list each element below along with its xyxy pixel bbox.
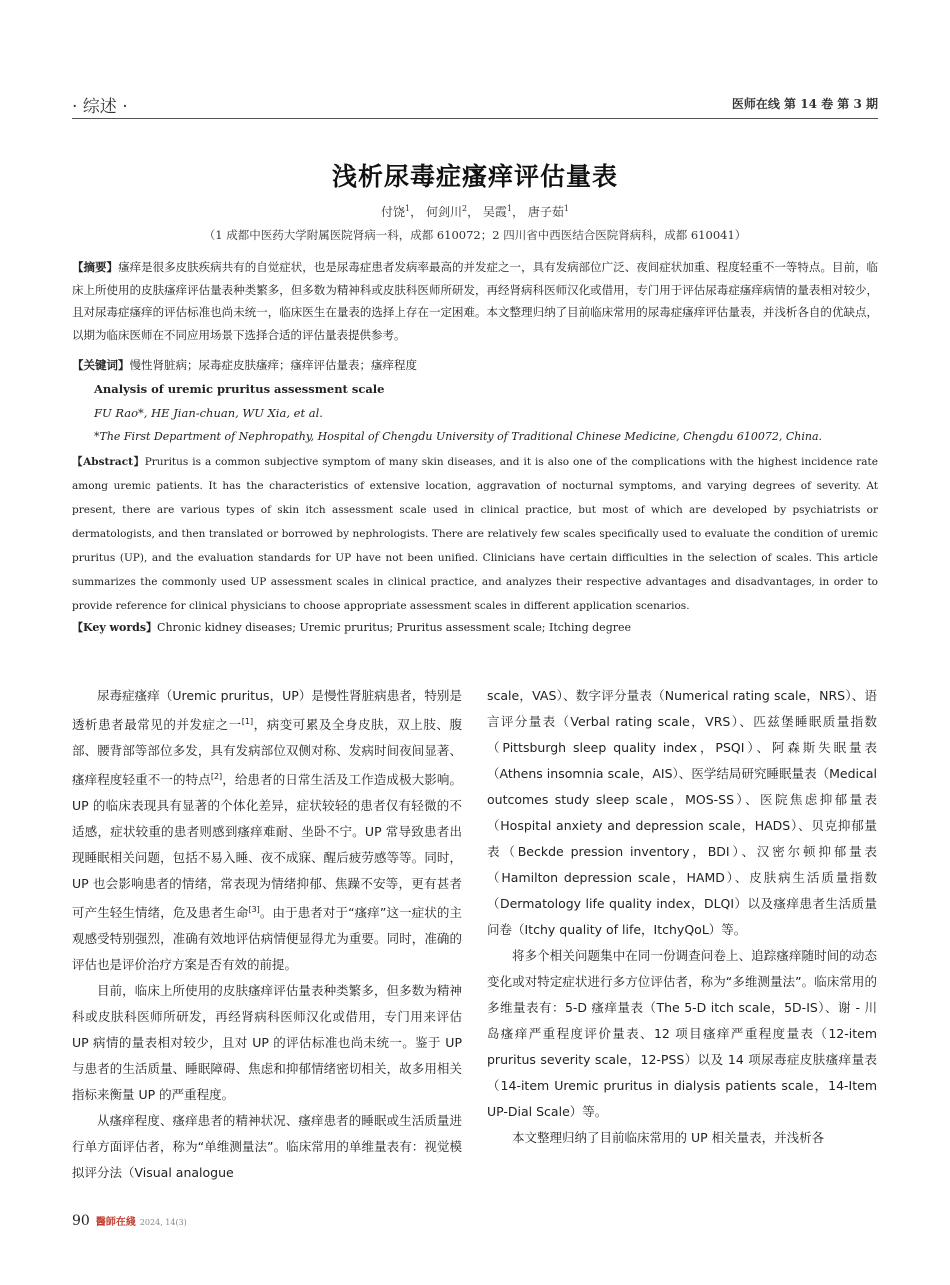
affiliation: （1 成都中医药大学附属医院肾病一科，成都 610072；2 四川省中西医结合医院肾病科，成都 610041） (203, 228, 747, 242)
english-affiliation: *The First Department of Nephropathy, Hospital of Chengdu University of Traditional Chinese Medicine, Chengdu 610072, China. (94, 430, 823, 443)
body-text: 尿毒症瘙痒（Uremic pruritus，UP）是慢性肾脏病患者，特别是透析患者最常见的并发症之一 (72, 688, 462, 733)
citation: [2] (210, 772, 223, 782)
author-affil-mark: 1 (405, 204, 411, 213)
page-number: 90 (72, 1213, 90, 1229)
body-text: ，给患者的日常生活及工作造成极大影响。UP 的临床表现具有显著的个体化差异，症状较轻的患者仅有轻微的不适感，症状较重的患者则感到瘙痒难耐、坐卧不宁。UP 常导致患者出现睡眠相关问题，包括不易入睡、夜不成寐、醒后疲劳感等等。同时，UP 也会影响患者的情绪，常表现为情绪抑郁、焦躁不安等，更有甚者可产生轻生情绪，危及患者生命 (72, 772, 462, 921)
abstract-text: 瘙痒是很多皮肤疾病共有的自觉症状，也是尿毒症患者发病率最高的并发症之一，具有发病部位广泛、夜间症状加重、程度轻重不一等特点。目前，临床上所使用的皮肤瘙痒评估量表种类繁多，但多数为精神科或皮肤科医师所研发，再经肾病科医师汉化或借用，专门用于评估尿毒症瘙痒病情的量表相对较少，且对尿毒症瘙痒的评估标准也尚未统一，临床医生在量表的选择上存在一定困难。本文整理归纳了目前临床常用的尿毒症瘙痒评估量表，并浅析各自的优缺点，以期为临床医师在不同应用场景下选择合适的评估量表提供参考。 (72, 260, 878, 342)
page-footer (72, 1213, 187, 1229)
chinese-abstract (72, 256, 878, 346)
body-text: ，病变可累及全身皮肤，双上肢、腹部、腰背部等部位多发，具有发病部位双侧对称、发病时间夜间显著、瘙痒程度轻重不一的特点 (72, 717, 462, 788)
abstract-label-en: 【Abstract】 (72, 456, 145, 468)
english-authors: FU Rao*, HE Jian-chuan, WU Xia, et al. (94, 406, 323, 420)
english-abstract (72, 450, 878, 618)
article-title: 浅析尿毒症瘙痒评估量表 (331, 162, 618, 191)
section-label: · 综述 · (72, 97, 128, 117)
body-paragraph (72, 683, 462, 978)
body-paragraph: scale，VAS）、数字评分量表（Numerical rating scale，NRS）、语言评分量表（Verbal rating scale，VRS）、匹兹堡睡眠质量指数（Pittsburgh sleep quality index，PSQI）、阿森斯失眠量表（Athens insomnia scale，AIS）、医学结局研究睡眠量表（Medical outcomes study sleep scale，MOS-SS）、医院焦虑抑郁量表（Hospital anxiety and depression scale，HADS）、贝克抑郁量表（Beckde pression inventory，BDI）、汉密尔顿抑郁量表（Hamilton depression scale，HAMD）、皮肤病生活质量指数（Dermatology life quality index，DLQI）以及瘙痒患者生活质量问卷（Itchy quality of life，ItchyQoL）等。 (487, 688, 877, 937)
body-text: 。由于患者对于“瘙痒”这一症状的主观感受特别强烈，准确有效地评估病情便显得尤为重要。同时，准确的评估也是评价治疗方案是否有效的前提。 (72, 905, 462, 973)
body-column-right (487, 683, 877, 1151)
chinese-keywords (72, 354, 878, 377)
english-title: Analysis of uremic pruritus assessment scale (94, 382, 385, 396)
keywords-text: 慢性肾脏病；尿毒症皮肤瘙痒；瘙痒评估量表；瘙痒程度 (129, 358, 417, 372)
body-paragraph: 目前，临床上所使用的皮肤瘙痒评估量表种类繁多，但多数为精神科或皮肤科医师所研发，再经肾病科医师汉化或借用，专门用来评估 UP 病情的量表相对较少，且对 UP 的评估标准也尚未统一。鉴于 UP 与患者的生活质量、睡眠障碍、焦虑和抑郁情绪密切相关，故多用相关指标来衡量 UP 的严重程度。 (72, 983, 462, 1103)
author-affil-mark: 2 (461, 204, 468, 213)
running-header (72, 92, 878, 119)
issue-info: 2024, 14(3) (139, 1218, 187, 1227)
body-paragraph: 本文整理归纳了目前临床常用的 UP 相关量表，并浅析各 (512, 1130, 825, 1145)
author-name: 付饶 (381, 205, 406, 219)
author-affil-mark: 1 (563, 204, 569, 213)
keywords-label-en: 【Key words】 (72, 621, 158, 634)
citation: [1] (241, 717, 254, 726)
keywords-text-en: Chronic kidney diseases; Uremic pruritus; Pruritus assessment scale; Itching degree (157, 621, 632, 634)
author-list: 付饶$^1$， 何剑川$^2$， 吴霞$^1$， 唐子茹$^1$ (381, 204, 569, 219)
abstract-text-en: Pruritus is a common subjective symptom of many skin diseases, and it is also one of the complications with the highest incidence rate among uremic patients. It has the characteristics of extensive location, aggravation of nocturnal symptoms, and varying degrees of severity. At present, there are various types of skin itch assessment scale used in clinical practice, but most of which are developed by psychiatrists or dermatologists, and then translated or borrowed by nephrologists. There are relatively few scales specifically used to evaluate the condition of uremic pruritus (UP), and the evaluation standards for UP have not been unified. Clinicians have certain difficulties in the selection of scales. This article summarizes the commonly used UP assessment scales in clinical practice, and analyzes their respective advantages and disadvantages, in order to provide reference for clinical physicians to choose appropriate assessment scales in different application scenarios. (72, 456, 878, 612)
abstract-label: 【摘要】 (72, 260, 119, 274)
author-name: 唐子茹 (527, 205, 564, 219)
body-column-left (72, 683, 462, 1186)
journal-logo-text: 醫師在綫 (95, 1217, 136, 1228)
english-keywords (72, 617, 878, 640)
body-paragraph: 将多个相关问题集中在同一份调查问卷上、追踪瘙痒随时间的动态变化或对特定症状进行多方位评估者，称为“多维测量法”。临床常用的多维量表有：5-D 瘙痒量表（The 5-D itch scale，5D-IS）、谢 - 川岛瘙痒严重程度评价量表、12 项目瘙痒严重程度量表（12-item pruritus severity scale，12-PSS）以及 14 项尿毒症皮肤瘙痒量表（14-item Uremic pruritus in dialysis patients scale，14-Item UP-Dial Scale）等。 (487, 948, 877, 1119)
keywords-label: 【关键词】 (72, 358, 130, 372)
author-name: 吴霞 (482, 205, 507, 219)
author-name: 何剑川 (425, 205, 462, 219)
body-paragraph: 从瘙痒程度、瘙痒患者的精神状况、瘙痒患者的睡眠或生活质量进行单方面评估者，称为“单维测量法”。临床常用的单维量表有：视觉模拟评分法（Visual analogue (72, 1113, 462, 1181)
journal-issue: 医师在线 第 14 卷 第 3 期 (731, 97, 878, 111)
citation: [3] (248, 905, 260, 915)
author-affil-mark: 1 (506, 204, 513, 213)
